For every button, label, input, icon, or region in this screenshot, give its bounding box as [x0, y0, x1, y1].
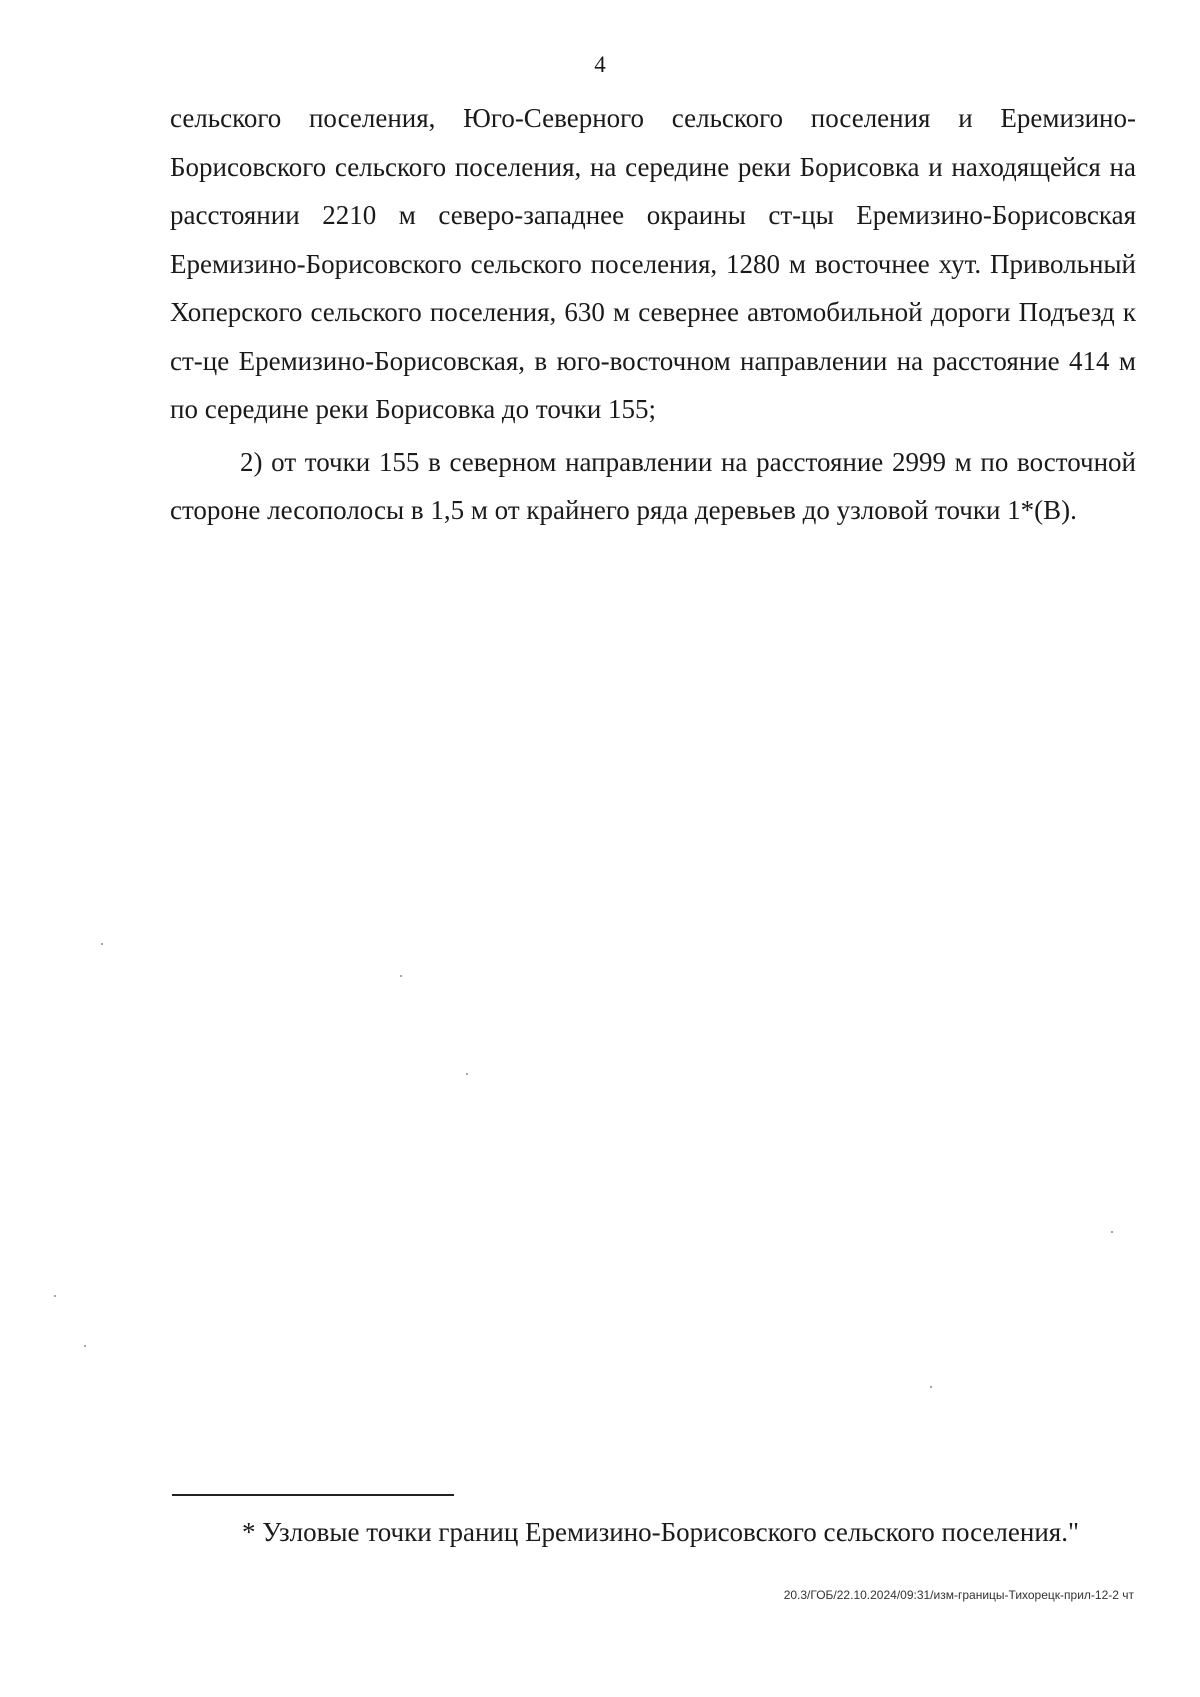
footnote: * Узловые точки границ Еремизино-Борисовского сельского поселения." [242, 1517, 1079, 1547]
page-number: 4 [594, 52, 606, 77]
scan-speck [930, 1386, 932, 1388]
paragraph-continuation: сельского поселения, Юго-Северного сельского поселения и Еремизино-Борисовского сельского поселения, на середине реки Борисовка и находящейся на расстоянии 2210 м северо-западнее окраины ст-цы Еремизино-Борисовская Еремизино-Борисовского сельского поселения, 1280 м восточнее хут. Привольный Хоперского сельского поселения, 630 м севернее автомобильной дороги Подъезд к ст-це Еремизино-Борисовская, в юго-восточном направлении на расстояние 414 м по середине реки Борисовка до точки 155; [170, 103, 1136, 424]
document-id-footer: 20.3/ГОБ/22.10.2024/09:31/изм-границы-Тихорецк-прил-12-2 чт [783, 1588, 1134, 1602]
scan-speck [84, 1345, 86, 1347]
scan-speck [54, 1295, 56, 1297]
scan-speck [1111, 1231, 1113, 1233]
scan-speck [101, 943, 103, 945]
body-text [170, 94, 1136, 535]
paragraph-item-2: 2) от точки 155 в северном направлении на расстояние 2999 м по восточной стороне лесополосы в 1,5 м от крайнего ряда деревьев до узловой точки 1*(В). [170, 446, 1136, 525]
scan-speck [466, 1073, 468, 1075]
footnote-divider [172, 1494, 454, 1496]
scan-speck [400, 975, 402, 977]
